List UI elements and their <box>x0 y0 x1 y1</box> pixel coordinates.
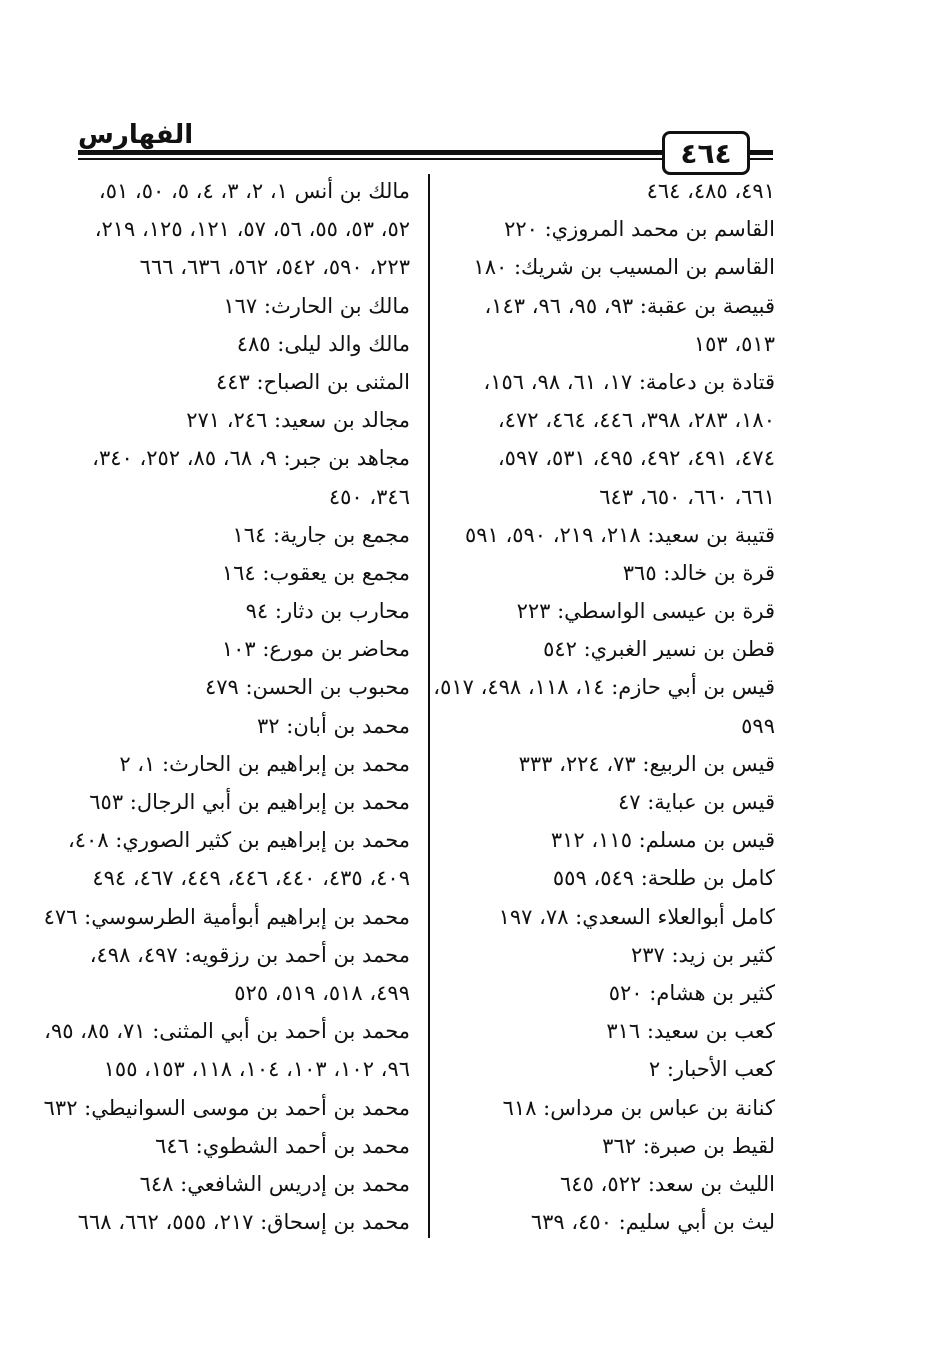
index-line: مالك والد ليلى: ٤٨٥ <box>236 331 410 356</box>
index-line: ٣٤٦، ٤٥٠ <box>328 484 410 509</box>
index-line: محمد بن إبراهيم بن الحارث: ١، ٢ <box>119 751 410 776</box>
index-line: ٤٩١، ٤٨٥، ٤٦٤ <box>646 179 775 203</box>
index-line: ٤٩٩، ٥١٨، ٥١٩، ٥٢٥ <box>234 980 410 1005</box>
index-line: مالك بن الحارث: ١٦٧ <box>223 293 410 318</box>
index-line: محبوب بن الحسن: ٤٧٩ <box>204 675 410 700</box>
index-line: قيس بن أبي حازم: ١٤، ١١٨، ٤٩٨، ٥١٧، <box>433 675 775 700</box>
index-line: قتادة بن دعامة: ١٧، ٦١، ٩٨، ١٥٦، <box>483 369 775 394</box>
index-line: ليث بن أبي سليم: ٤٥٠، ٦٣٩ <box>530 1210 775 1235</box>
index-line: كنانة بن عباس بن مرداس: ٦١٨ <box>502 1095 775 1120</box>
index-line: قيس بن عباية: ٤٧ <box>617 790 775 814</box>
index-line: محارب بن دثار: ٩٤ <box>245 599 410 624</box>
index-line: كعب بن سعيد: ٣١٦ <box>606 1019 775 1044</box>
index-line: كثير بن زيد: ٢٣٧ <box>630 942 775 967</box>
index-line: ٥٢، ٥٣، ٥٥، ٥٦، ٥٧، ١٢١، ١٢٥، ٢١٩، <box>94 217 410 242</box>
column-divider <box>428 174 430 1238</box>
index-line: القاسم بن المسيب بن شريك: ١٨٠ <box>473 255 775 280</box>
index-line: مجمع بن جارية: ١٦٤ <box>232 522 410 547</box>
index-line: ٥٩٩ <box>741 713 775 738</box>
index-line: ٤٠٩، ٤٣٥، ٤٤٠، ٤٤٦، ٤٤٩، ٤٦٧، ٤٩٤ <box>92 866 410 891</box>
index-line: مجاهد بن جبر: ٩، ٦٨، ٨٥، ٢٥٢، ٣٤٠، <box>92 446 410 471</box>
index-line: محمد بن إدريس الشافعي: ٦٤٨ <box>139 1171 410 1196</box>
index-line: قرة بن خالد: ٣٦٥ <box>622 560 775 585</box>
index-line: مالك بن أنس ١، ٢، ٣، ٤، ٥، ٥٠، ٥١، <box>98 179 410 203</box>
index-line: لقيط بن صبرة: ٣٦٢ <box>602 1133 775 1158</box>
index-line: قتيبة بن سعيد: ٢١٨، ٢١٩، ٥٩٠، ٥٩١ <box>464 522 775 547</box>
index-line: محمد بن إبراهيم بن كثير الصوري: ٤٠٨، <box>68 828 410 853</box>
index-line: ٦٦١، ٦٦٠، ٦٥٠، ٦٤٣ <box>599 484 775 509</box>
index-line: قيس بن الربيع: ٧٣، ٢٢٤، ٣٣٣ <box>518 751 775 776</box>
index-line: محمد بن أحمد الشطوي: ٦٤٦ <box>155 1133 410 1158</box>
index-line: قبيصة بن عقبة: ٩٣، ٩٥، ٩٦، ١٤٣، <box>484 293 775 318</box>
index-line: ٢٢٣، ٥٩٠، ٥٤٢، ٥٦٢، ٦٣٦، ٦٦٦ <box>139 255 410 280</box>
index-line: مجمع بن يعقوب: ١٦٤ <box>221 560 410 585</box>
index-line: قرة بن عيسى الواسطي: ٢٢٣ <box>516 599 775 624</box>
index-line: ١٨٠، ٢٨٣، ٣٩٨، ٤٤٦، ٤٦٤، ٤٧٢، <box>497 408 775 433</box>
index-line: محمد بن أحمد بن رزقويه: ٤٩٧، ٤٩٨، <box>89 942 410 967</box>
index-column-left <box>43 172 410 1241</box>
index-line: كعب الأحبار: ٢ <box>648 1057 775 1082</box>
index-line: القاسم بن محمد المروزي: ٢٢٠ <box>504 217 775 242</box>
index-line: محمد بن أحمد بن موسى السوانيطي: ٦٣٢ <box>43 1095 410 1120</box>
page-number: ٤٦٤ <box>662 131 750 175</box>
index-line: محمد بن أحمد بن أبي المثنى: ٧١، ٨٥، ٩٥، <box>44 1019 410 1044</box>
index-line: محمد بن إسحاق: ٢١٧، ٥٥٥، ٦٦٢، ٦٦٨ <box>77 1210 410 1235</box>
index-line: كامل أبوالعلاء السعدي: ٧٨، ١٩٧ <box>498 904 775 929</box>
index-line: مجالد بن سعيد: ٢٤٦، ٢٧١ <box>186 408 410 433</box>
index-line: محمد بن أبان: ٣٢ <box>257 713 410 738</box>
index-column-right <box>433 172 775 1241</box>
index-line: محمد بن إبراهيم أبوأمية الطرسوسي: ٤٧٦ <box>43 904 410 929</box>
index-line: محمد بن إبراهيم بن أبي الرجال: ٦٥٣ <box>89 790 410 814</box>
index-line: ٤٧٤، ٤٩١، ٤٩٢، ٤٩٥، ٥٣١، ٥٩٧، <box>497 446 775 471</box>
page-header-title: الفهارس <box>78 120 194 150</box>
index-line: ٥١٣، ١٥٣ <box>693 331 775 356</box>
index-line: المثنى بن الصباح: ٤٤٣ <box>215 369 410 394</box>
index-line: محاضر بن مورع: ١٠٣ <box>221 637 410 662</box>
index-line: قطن بن نسير الغبري: ٥٤٢ <box>543 637 775 662</box>
index-line: الليث بن سعد: ٥٢٢، ٦٤٥ <box>560 1171 775 1196</box>
index-line: قيس بن مسلم: ١١٥، ٣١٢ <box>550 828 775 853</box>
index-line: ٩٦، ١٠٢، ١٠٣، ١٠٤، ١١٨، ١٥٣، ١٥٥ <box>103 1057 410 1082</box>
index-line: كثير بن هشام: ٥٢٠ <box>608 980 775 1005</box>
index-line: كامل بن طلحة: ٥٤٩، ٥٥٩ <box>552 866 775 891</box>
